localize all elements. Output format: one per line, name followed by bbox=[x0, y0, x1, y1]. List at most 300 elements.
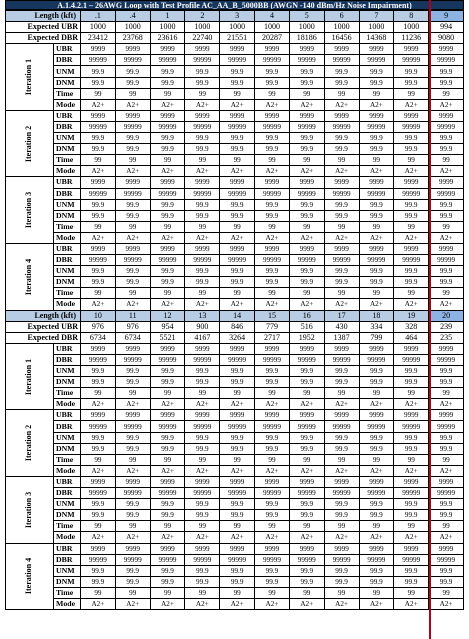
measure-cell-dbr: 99999 bbox=[289, 55, 324, 66]
measure-cell-unm: 99.9 bbox=[185, 565, 220, 576]
measure-cell-mode: A2+ bbox=[255, 166, 290, 177]
table-row bbox=[6, 99, 464, 110]
measure-cell-unm: 99.9 bbox=[255, 432, 290, 443]
measure-cell-unm: 99.9 bbox=[81, 366, 116, 377]
measure-cell-time: 99 bbox=[289, 587, 324, 598]
measure-cell-dnm: 99.9 bbox=[185, 210, 220, 221]
measure-cell-unm: 99.9 bbox=[324, 366, 359, 377]
measure-cell-time: 99 bbox=[359, 155, 394, 166]
measure-cell-dbr: 99999 bbox=[359, 488, 394, 499]
expected-dbr-cell: 6734 bbox=[81, 332, 116, 343]
iteration-label bbox=[6, 44, 54, 111]
measure-cell-ubr: 9999 bbox=[324, 543, 359, 554]
measure-cell-ubr: 9999 bbox=[289, 543, 324, 554]
measure-cell-dnm: 99.9 bbox=[289, 576, 324, 587]
measure-cell-time: 99 bbox=[115, 454, 150, 465]
expected-dbr-cell: 16456 bbox=[324, 33, 359, 44]
measure-cell-dnm: 99.9 bbox=[429, 77, 464, 88]
measure-label-ubr: UBR bbox=[54, 243, 81, 254]
measure-cell-ubr: 9999 bbox=[150, 243, 185, 254]
measure-cell-ubr: 9999 bbox=[429, 410, 464, 421]
measure-label-ubr: UBR bbox=[54, 110, 81, 121]
measure-cell-dbr: 99999 bbox=[289, 554, 324, 565]
measure-cell-ubr: 9999 bbox=[255, 243, 290, 254]
measure-cell-unm: 99.9 bbox=[359, 432, 394, 443]
measure-cell-dnm: 99.9 bbox=[429, 443, 464, 454]
iteration-label bbox=[6, 243, 54, 310]
table-row bbox=[6, 66, 464, 77]
expected-ubr-cell: 779 bbox=[255, 321, 290, 332]
expected-dbr-row bbox=[6, 33, 464, 44]
measure-label-dbr: DBR bbox=[54, 255, 81, 266]
table-row bbox=[6, 121, 464, 132]
measure-cell-dnm: 99.9 bbox=[289, 77, 324, 88]
measure-cell-mode: A2+ bbox=[150, 598, 185, 609]
measure-cell-dnm: 99.9 bbox=[429, 377, 464, 388]
measure-cell-mode: A2+ bbox=[429, 166, 464, 177]
measure-cell-time: 99 bbox=[289, 454, 324, 465]
measure-cell-dnm: 99.9 bbox=[115, 576, 150, 587]
expected-ubr-cell: 328 bbox=[394, 321, 429, 332]
measure-cell-dbr: 99999 bbox=[220, 421, 255, 432]
measure-label-time: Time bbox=[54, 587, 81, 598]
measure-cell-dbr: 99999 bbox=[150, 554, 185, 565]
measure-cell-unm: 99.9 bbox=[289, 66, 324, 77]
measure-cell-unm: 99.9 bbox=[81, 199, 116, 210]
measure-cell-ubr: 9999 bbox=[255, 44, 290, 55]
measure-cell-dnm: 99.9 bbox=[324, 77, 359, 88]
measure-cell-ubr: 9999 bbox=[220, 243, 255, 254]
measure-cell-unm: 99.9 bbox=[429, 66, 464, 77]
measure-cell-time: 99 bbox=[324, 388, 359, 399]
measure-cell-time: 99 bbox=[289, 388, 324, 399]
measure-cell-dbr: 99999 bbox=[324, 188, 359, 199]
measure-cell-mode: A2+ bbox=[289, 232, 324, 243]
measure-cell-unm: 99.9 bbox=[255, 199, 290, 210]
measure-cell-ubr: 9999 bbox=[255, 110, 290, 121]
length-cell: 12 bbox=[150, 310, 185, 321]
measure-cell-unm: 99.9 bbox=[289, 199, 324, 210]
measure-cell-mode: A2+ bbox=[255, 399, 290, 410]
measure-cell-unm: 99.9 bbox=[289, 499, 324, 510]
measure-cell-dbr: 99999 bbox=[289, 488, 324, 499]
measure-cell-dbr: 99999 bbox=[185, 488, 220, 499]
length-cell: 6 bbox=[324, 11, 359, 22]
measure-cell-dbr: 99999 bbox=[324, 354, 359, 365]
measure-cell-ubr: 9999 bbox=[81, 476, 116, 487]
measure-cell-mode: A2+ bbox=[324, 532, 359, 543]
measure-cell-mode: A2+ bbox=[324, 399, 359, 410]
measure-cell-unm: 99.9 bbox=[81, 266, 116, 277]
length-cell: 4 bbox=[255, 11, 290, 22]
table-row bbox=[6, 454, 464, 465]
measure-cell-mode: A2+ bbox=[81, 465, 116, 476]
measure-cell-unm: 99.9 bbox=[289, 432, 324, 443]
measure-cell-dnm: 99.9 bbox=[150, 210, 185, 221]
measure-cell-time: 99 bbox=[81, 454, 116, 465]
measure-cell-dnm: 99.9 bbox=[394, 510, 429, 521]
measure-cell-ubr: 9999 bbox=[185, 410, 220, 421]
measure-cell-unm: 99.9 bbox=[394, 565, 429, 576]
measure-cell-unm: 99.9 bbox=[115, 432, 150, 443]
measure-cell-unm: 99.9 bbox=[394, 366, 429, 377]
measure-cell-ubr: 9999 bbox=[394, 243, 429, 254]
measure-cell-time: 99 bbox=[185, 155, 220, 166]
measure-cell-mode: A2+ bbox=[324, 232, 359, 243]
measure-cell-mode: A2+ bbox=[185, 99, 220, 110]
table-row bbox=[6, 166, 464, 177]
measure-cell-dnm: 99.9 bbox=[289, 510, 324, 521]
measure-cell-mode: A2+ bbox=[81, 232, 116, 243]
measure-cell-time: 99 bbox=[394, 221, 429, 232]
measure-cell-time: 99 bbox=[255, 288, 290, 299]
measure-cell-dnm: 99.9 bbox=[429, 510, 464, 521]
measure-cell-unm: 99.9 bbox=[429, 565, 464, 576]
measure-label-dbr: DBR bbox=[54, 188, 81, 199]
measure-cell-time: 99 bbox=[150, 587, 185, 598]
measure-cell-time: 99 bbox=[255, 155, 290, 166]
measure-cell-time: 99 bbox=[429, 521, 464, 532]
measure-cell-dnm: 99.9 bbox=[394, 277, 429, 288]
expected-dbr-cell: 23616 bbox=[150, 33, 185, 44]
expected-dbr-cell: 3264 bbox=[220, 332, 255, 343]
measure-cell-dnm: 99.9 bbox=[81, 576, 116, 587]
measure-cell-time: 99 bbox=[289, 521, 324, 532]
expected-dbr-cell: 799 bbox=[359, 332, 394, 343]
measure-label-unm: UNM bbox=[54, 432, 81, 443]
measure-cell-dnm: 99.9 bbox=[185, 576, 220, 587]
length-cell: 2 bbox=[185, 11, 220, 22]
measure-label-unm: UNM bbox=[54, 66, 81, 77]
measure-cell-mode: A2+ bbox=[255, 598, 290, 609]
measure-cell-ubr: 9999 bbox=[324, 110, 359, 121]
expected-ubr-cell: 430 bbox=[324, 321, 359, 332]
measure-cell-dnm: 99.9 bbox=[220, 443, 255, 454]
measure-cell-time: 99 bbox=[429, 587, 464, 598]
measure-cell-unm: 99.9 bbox=[81, 499, 116, 510]
measure-cell-ubr: 9999 bbox=[359, 177, 394, 188]
measure-cell-time: 99 bbox=[394, 454, 429, 465]
measure-cell-ubr: 9999 bbox=[289, 410, 324, 421]
measure-cell-unm: 99.9 bbox=[359, 266, 394, 277]
measure-cell-time: 99 bbox=[185, 454, 220, 465]
measure-cell-mode: A2+ bbox=[394, 99, 429, 110]
measure-cell-dbr: 99999 bbox=[255, 488, 290, 499]
measure-cell-unm: 99.9 bbox=[324, 266, 359, 277]
measure-cell-dnm: 99.9 bbox=[115, 510, 150, 521]
measure-cell-ubr: 9999 bbox=[150, 110, 185, 121]
measure-cell-mode: A2+ bbox=[185, 465, 220, 476]
measure-cell-dnm: 99.9 bbox=[324, 443, 359, 454]
length-cell: 1 bbox=[150, 11, 185, 22]
measure-cell-mode: A2+ bbox=[324, 465, 359, 476]
measure-cell-mode: A2+ bbox=[185, 299, 220, 310]
expected-dbr-cell: 14368 bbox=[359, 33, 394, 44]
measure-label-time: Time bbox=[54, 521, 81, 532]
expected-ubr-cell: 1000 bbox=[394, 22, 429, 33]
measure-cell-ubr: 9999 bbox=[220, 343, 255, 354]
measure-cell-unm: 99.9 bbox=[185, 199, 220, 210]
measure-cell-dbr: 99999 bbox=[81, 354, 116, 365]
measure-cell-mode: A2+ bbox=[220, 598, 255, 609]
measure-cell-mode: A2+ bbox=[150, 166, 185, 177]
table-row bbox=[6, 266, 464, 277]
measure-cell-unm: 99.9 bbox=[359, 499, 394, 510]
measure-cell-unm: 99.9 bbox=[429, 432, 464, 443]
measure-cell-ubr: 9999 bbox=[324, 343, 359, 354]
measure-cell-dnm: 99.9 bbox=[150, 576, 185, 587]
measure-cell-unm: 99.9 bbox=[289, 565, 324, 576]
measure-label-unm: UNM bbox=[54, 266, 81, 277]
measure-cell-ubr: 9999 bbox=[115, 543, 150, 554]
measure-cell-mode: A2+ bbox=[289, 99, 324, 110]
measure-cell-mode: A2+ bbox=[289, 399, 324, 410]
measure-cell-dbr: 99999 bbox=[150, 55, 185, 66]
measure-cell-time: 99 bbox=[359, 521, 394, 532]
measure-cell-dnm: 99.9 bbox=[429, 576, 464, 587]
measure-cell-dnm: 99.9 bbox=[185, 443, 220, 454]
expected-dbr-cell: 20287 bbox=[255, 33, 290, 44]
measure-cell-unm: 99.9 bbox=[185, 66, 220, 77]
expected-ubr-cell: 334 bbox=[359, 321, 394, 332]
measure-label-unm: UNM bbox=[54, 499, 81, 510]
expected-dbr-label: Expected DBR bbox=[6, 332, 81, 343]
measure-cell-unm: 99.9 bbox=[81, 432, 116, 443]
measure-cell-dbr: 99999 bbox=[394, 121, 429, 132]
measure-cell-time: 99 bbox=[324, 88, 359, 99]
measure-cell-dbr: 99999 bbox=[220, 55, 255, 66]
measure-cell-unm: 99.9 bbox=[394, 266, 429, 277]
measure-label-time: Time bbox=[54, 288, 81, 299]
measure-label-dnm: DNM bbox=[54, 443, 81, 454]
measure-cell-ubr: 9999 bbox=[429, 177, 464, 188]
measure-cell-dbr: 99999 bbox=[429, 121, 464, 132]
measure-cell-time: 99 bbox=[324, 155, 359, 166]
measure-cell-mode: A2+ bbox=[255, 532, 290, 543]
measure-cell-mode: A2+ bbox=[394, 299, 429, 310]
measure-cell-unm: 99.9 bbox=[185, 432, 220, 443]
measure-cell-ubr: 9999 bbox=[394, 44, 429, 55]
expected-ubr-cell: 239 bbox=[429, 321, 464, 332]
measure-cell-dnm: 99.9 bbox=[150, 377, 185, 388]
expected-ubr-cell: 1000 bbox=[150, 22, 185, 33]
measure-label-ubr: UBR bbox=[54, 343, 81, 354]
measure-cell-ubr: 9999 bbox=[81, 543, 116, 554]
measure-cell-dnm: 99.9 bbox=[81, 77, 116, 88]
measure-cell-time: 99 bbox=[394, 388, 429, 399]
measure-cell-ubr: 9999 bbox=[394, 410, 429, 421]
measure-cell-unm: 99.9 bbox=[429, 133, 464, 144]
measure-cell-time: 99 bbox=[115, 288, 150, 299]
table-row bbox=[6, 521, 464, 532]
measure-cell-dbr: 99999 bbox=[429, 354, 464, 365]
measure-cell-dnm: 99.9 bbox=[255, 377, 290, 388]
measure-cell-ubr: 9999 bbox=[185, 343, 220, 354]
expected-ubr-cell: 1000 bbox=[81, 22, 116, 33]
measure-cell-dbr: 99999 bbox=[220, 255, 255, 266]
measure-cell-ubr: 9999 bbox=[394, 543, 429, 554]
measure-cell-mode: A2+ bbox=[255, 299, 290, 310]
measure-cell-dbr: 99999 bbox=[324, 255, 359, 266]
measure-cell-dnm: 99.9 bbox=[359, 77, 394, 88]
measure-cell-unm: 99.9 bbox=[324, 66, 359, 77]
table-row bbox=[6, 366, 464, 377]
measure-cell-mode: A2+ bbox=[429, 532, 464, 543]
measure-cell-ubr: 9999 bbox=[115, 44, 150, 55]
measure-label-ubr: UBR bbox=[54, 410, 81, 421]
table-row bbox=[6, 465, 464, 476]
measure-cell-time: 99 bbox=[81, 388, 116, 399]
measure-cell-dbr: 99999 bbox=[150, 488, 185, 499]
length-cell: 9 bbox=[429, 11, 464, 22]
measure-cell-unm: 99.9 bbox=[185, 499, 220, 510]
measure-cell-dnm: 99.9 bbox=[359, 144, 394, 155]
table-row bbox=[6, 354, 464, 365]
measure-cell-unm: 99.9 bbox=[150, 366, 185, 377]
table-row bbox=[6, 110, 464, 121]
measure-cell-time: 99 bbox=[185, 587, 220, 598]
measure-cell-dnm: 99.9 bbox=[115, 277, 150, 288]
measure-cell-mode: A2+ bbox=[394, 465, 429, 476]
measure-cell-unm: 99.9 bbox=[220, 432, 255, 443]
expected-ubr-cell: 846 bbox=[220, 321, 255, 332]
measure-cell-ubr: 9999 bbox=[429, 44, 464, 55]
table-row bbox=[6, 532, 464, 543]
measure-cell-ubr: 9999 bbox=[255, 177, 290, 188]
measure-cell-time: 99 bbox=[429, 388, 464, 399]
measure-cell-dbr: 99999 bbox=[289, 188, 324, 199]
measure-cell-ubr: 9999 bbox=[255, 410, 290, 421]
length-cell: 5 bbox=[289, 11, 324, 22]
measure-label-dnm: DNM bbox=[54, 377, 81, 388]
length-header-row bbox=[6, 11, 464, 22]
measure-cell-dnm: 99.9 bbox=[359, 576, 394, 587]
iteration-label bbox=[6, 476, 54, 543]
measure-cell-dbr: 99999 bbox=[359, 188, 394, 199]
expected-dbr-cell: 4167 bbox=[185, 332, 220, 343]
measure-cell-mode: A2+ bbox=[115, 232, 150, 243]
measure-cell-dbr: 99999 bbox=[115, 488, 150, 499]
measure-cell-mode: A2+ bbox=[324, 166, 359, 177]
measure-cell-ubr: 9999 bbox=[359, 110, 394, 121]
measure-cell-mode: A2+ bbox=[255, 465, 290, 476]
measure-label-mode: Mode bbox=[54, 99, 81, 110]
table-row bbox=[6, 587, 464, 598]
measure-cell-time: 99 bbox=[220, 155, 255, 166]
measure-cell-mode: A2+ bbox=[429, 399, 464, 410]
measure-cell-unm: 99.9 bbox=[185, 133, 220, 144]
measure-cell-dnm: 99.9 bbox=[429, 277, 464, 288]
table-row bbox=[6, 221, 464, 232]
measure-cell-dbr: 99999 bbox=[394, 354, 429, 365]
measure-cell-ubr: 9999 bbox=[394, 110, 429, 121]
measure-cell-dbr: 99999 bbox=[150, 421, 185, 432]
measure-cell-dnm: 99.9 bbox=[289, 144, 324, 155]
measure-cell-unm: 99.9 bbox=[150, 199, 185, 210]
measure-cell-dbr: 99999 bbox=[359, 554, 394, 565]
measure-cell-dnm: 99.9 bbox=[150, 510, 185, 521]
measure-cell-time: 99 bbox=[394, 288, 429, 299]
expected-dbr-cell: 235 bbox=[429, 332, 464, 343]
measure-cell-unm: 99.9 bbox=[220, 266, 255, 277]
measure-label-mode: Mode bbox=[54, 532, 81, 543]
measure-label-time: Time bbox=[54, 388, 81, 399]
measure-cell-dnm: 99.9 bbox=[289, 377, 324, 388]
measure-cell-dnm: 99.9 bbox=[185, 510, 220, 521]
measure-cell-unm: 99.9 bbox=[359, 133, 394, 144]
measure-cell-dbr: 99999 bbox=[115, 354, 150, 365]
measure-cell-time: 99 bbox=[359, 454, 394, 465]
measure-cell-time: 99 bbox=[255, 221, 290, 232]
measure-cell-unm: 99.9 bbox=[255, 266, 290, 277]
measure-cell-dnm: 99.9 bbox=[255, 210, 290, 221]
measure-cell-time: 99 bbox=[289, 221, 324, 232]
measure-cell-dbr: 99999 bbox=[324, 55, 359, 66]
measure-cell-dbr: 99999 bbox=[81, 488, 116, 499]
measure-cell-dbr: 99999 bbox=[289, 121, 324, 132]
measure-cell-dbr: 99999 bbox=[115, 421, 150, 432]
measure-cell-dnm: 99.9 bbox=[255, 510, 290, 521]
measure-cell-unm: 99.9 bbox=[115, 366, 150, 377]
measure-cell-unm: 99.9 bbox=[359, 366, 394, 377]
length-cell: 14 bbox=[220, 310, 255, 321]
measure-cell-dbr: 99999 bbox=[324, 488, 359, 499]
measure-cell-dbr: 99999 bbox=[255, 354, 290, 365]
measure-cell-ubr: 9999 bbox=[115, 177, 150, 188]
measure-cell-ubr: 9999 bbox=[255, 543, 290, 554]
measure-cell-dnm: 99.9 bbox=[324, 576, 359, 587]
measure-label-unm: UNM bbox=[54, 133, 81, 144]
measure-cell-ubr: 9999 bbox=[255, 343, 290, 354]
table-row bbox=[6, 243, 464, 254]
measure-cell-time: 99 bbox=[185, 288, 220, 299]
measure-cell-time: 99 bbox=[81, 587, 116, 598]
measure-cell-time: 99 bbox=[185, 221, 220, 232]
measure-label-mode: Mode bbox=[54, 598, 81, 609]
measure-cell-mode: A2+ bbox=[150, 399, 185, 410]
results-table bbox=[5, 10, 464, 610]
measure-cell-time: 99 bbox=[324, 454, 359, 465]
measure-cell-unm: 99.9 bbox=[150, 66, 185, 77]
measure-cell-time: 99 bbox=[115, 88, 150, 99]
measure-cell-mode: A2+ bbox=[394, 232, 429, 243]
measure-cell-ubr: 9999 bbox=[150, 410, 185, 421]
measure-cell-time: 99 bbox=[429, 454, 464, 465]
measure-cell-time: 99 bbox=[359, 388, 394, 399]
measure-cell-unm: 99.9 bbox=[289, 266, 324, 277]
expected-ubr-label: Expected UBR bbox=[6, 22, 81, 33]
length-label: Length (kft) bbox=[6, 11, 81, 22]
measure-label-ubr: UBR bbox=[54, 44, 81, 55]
measure-cell-time: 99 bbox=[185, 388, 220, 399]
measure-cell-dbr: 99999 bbox=[429, 255, 464, 266]
measure-cell-time: 99 bbox=[150, 88, 185, 99]
measure-cell-dnm: 99.9 bbox=[150, 277, 185, 288]
table-row bbox=[6, 255, 464, 266]
measure-cell-mode: A2+ bbox=[359, 532, 394, 543]
measure-cell-dnm: 99.9 bbox=[324, 377, 359, 388]
measure-label-dbr: DBR bbox=[54, 421, 81, 432]
expected-dbr-cell: 6734 bbox=[115, 332, 150, 343]
expected-ubr-cell: 954 bbox=[150, 321, 185, 332]
expected-ubr-cell: 1000 bbox=[359, 22, 394, 33]
measure-cell-dnm: 99.9 bbox=[359, 510, 394, 521]
length-cell: .4 bbox=[115, 11, 150, 22]
measure-cell-unm: 99.9 bbox=[394, 499, 429, 510]
measure-cell-dnm: 99.9 bbox=[255, 576, 290, 587]
measure-cell-dnm: 99.9 bbox=[359, 277, 394, 288]
length-cell: 11 bbox=[115, 310, 150, 321]
